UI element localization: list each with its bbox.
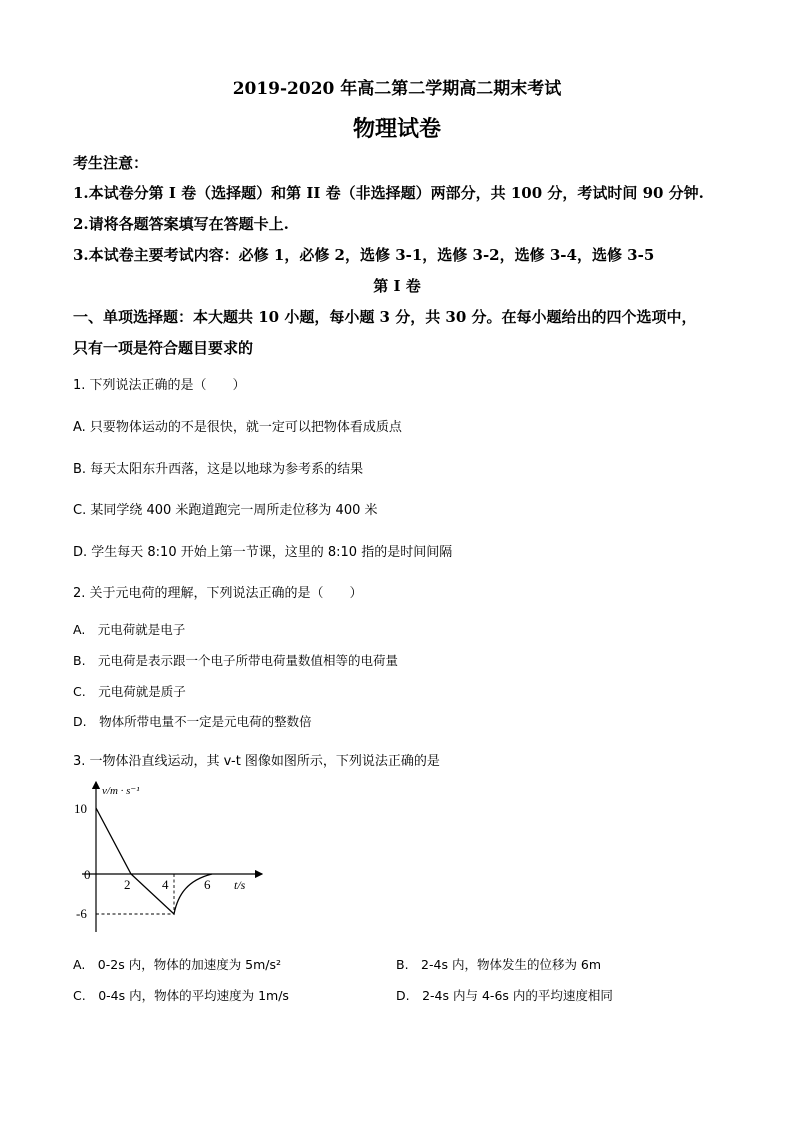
y-tick-10: 10 <box>74 801 87 816</box>
x-tick-4: 4 <box>162 877 169 892</box>
question-1-stem: 1. 下列说法正确的是（ ） <box>73 378 246 393</box>
notice-item-1: 1.本试卷分第 I 卷（选择题）和第 II 卷（非选择题）两部分，共 100 分，考试时间 90 分钟. <box>73 184 704 202</box>
notice-item-3: 3.本试卷主要考试内容：必修 1，必修 2，选修 3-1，选修 3-2，选修 3-4，选修 3-5 <box>73 246 655 264</box>
question-3-option-b: B. 2-4s 内，物体发生的位移为 6m <box>396 957 602 972</box>
question-2-option-a: A. 元电荷就是电子 <box>73 622 186 637</box>
question-2-option-b: B. 元电荷是表示跟一个电子所带电荷量数值相等的电荷量 <box>73 653 399 668</box>
question-2-stem: 2. 关于元电荷的理解，下列说法正确的是（ ） <box>73 586 363 601</box>
y-tick-minus-6: -6 <box>76 906 87 921</box>
question-1-option-d: D. 学生每天 8:10 开始上第一节课，这里的 8:10 指的是时间间隔 <box>73 545 453 560</box>
exam-subject: 物理试卷 <box>352 116 441 142</box>
x-axis-label: t/s <box>234 878 246 892</box>
question-2-option-c: C. 元电荷就是质子 <box>73 684 186 699</box>
question-3-option-a: A. 0-2s 内，物体的加速度为 5m/s² <box>73 957 282 972</box>
x-tick-2: 2 <box>124 877 131 892</box>
section-heading-line1: 一、单项选择题：本大题共 10 小题，每小题 3 分，共 30 分。在每小题给出的四个选项中， <box>73 308 697 326</box>
question-3-option-d: D. 2-4s 内与 4-6s 内的平均速度相同 <box>396 988 613 1003</box>
question-1-option-c: C. 某同学绕 400 米跑道跑完一周所走位移为 400 米 <box>73 503 378 518</box>
question-1-option-b: B. 每天太阳东升西落，这是以地球为参考系的结果 <box>73 462 364 477</box>
question-3-stem: 3. 一物体沿直线运动，其 v-t 图像如图所示，下列说法正确的是 <box>73 754 440 769</box>
x-tick-6: 6 <box>204 877 211 892</box>
notice-heading: 考生注意： <box>73 154 149 172</box>
velocity-curve <box>96 808 212 914</box>
origin-label: 0 <box>84 867 91 882</box>
y-axis-label: v/m · s⁻¹ <box>102 785 140 797</box>
section-heading-line2: 只有一项是符合题目要求的 <box>73 339 254 357</box>
notice-item-2: 2.请将各题答案填写在答题卡上. <box>73 215 289 233</box>
question-3-option-c: C. 0-4s 内，物体的平均速度为 1m/s <box>73 988 289 1003</box>
velocity-time-graph <box>68 776 284 936</box>
volume-title: 第 I 卷 <box>373 277 421 295</box>
question-2-option-d: D. 物体所带电量不一定是元电荷的整数倍 <box>73 714 312 729</box>
question-1-option-a: A. 只要物体运动的不是很快，就一定可以把物体看成质点 <box>73 420 402 435</box>
exam-title: 2019-2020 年高二第二学期高二期末考试 <box>232 79 562 99</box>
